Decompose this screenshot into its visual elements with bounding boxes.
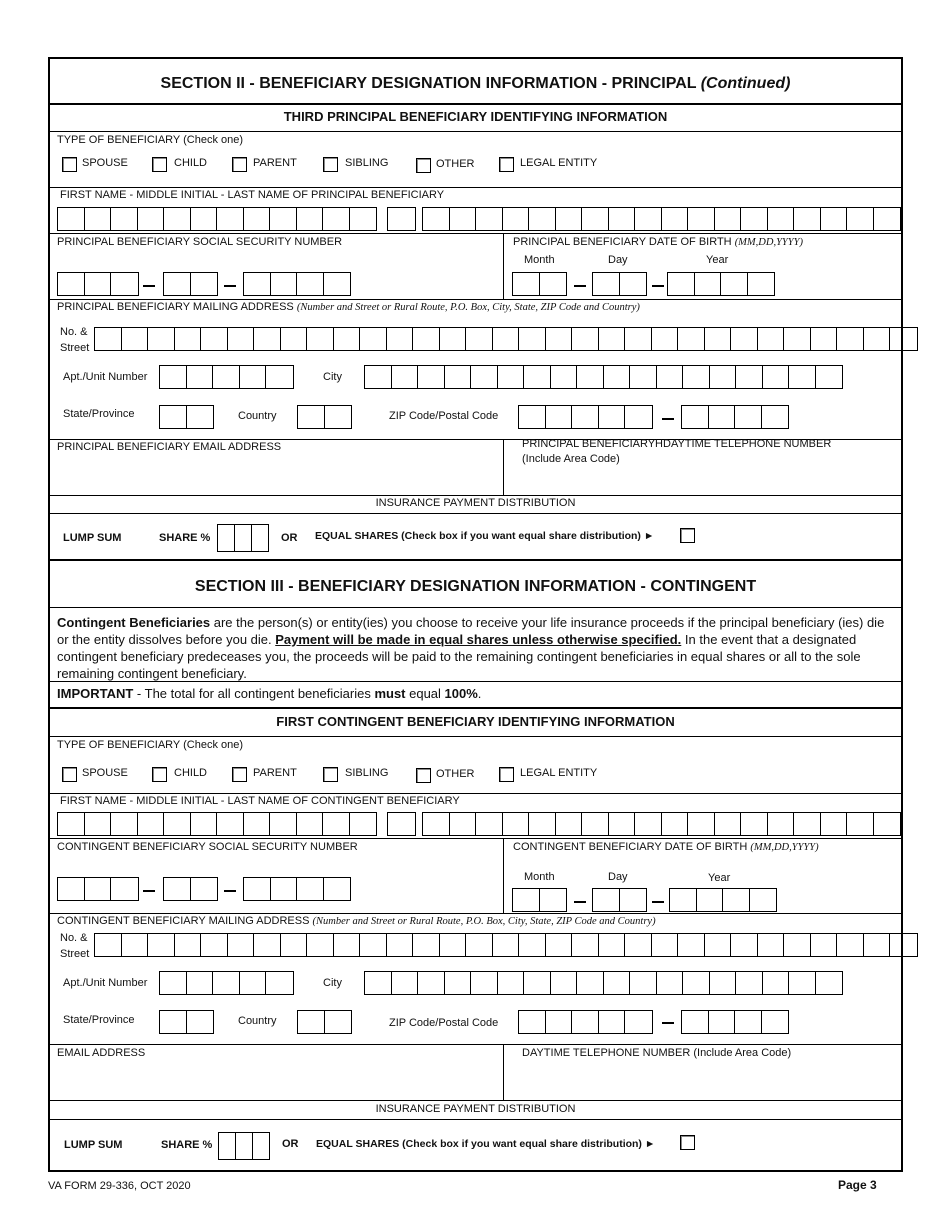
spouse-checkbox[interactable]	[62, 157, 77, 172]
c-child-checkbox[interactable]	[152, 767, 167, 782]
apt-label: Apt./Unit Number	[63, 371, 148, 383]
c-dob-label: CONTINGENT BENEFICIARY DATE OF BIRTH (MM,DD,YYYY)	[513, 841, 819, 853]
c-ssn-label: CONTINGENT BENEFICIARY SOCIAL SECURITY NUMBER	[57, 841, 358, 853]
c-equal-shares-label: EQUAL SHARES (Check box if you want equal share distribution) ►	[316, 1138, 656, 1150]
c-sibling-label: SIBLING	[345, 767, 389, 779]
c-no-label: No. &	[60, 932, 88, 944]
dob-label: PRINCIPAL BENEFICIARY DATE OF BIRTH (MM,DD,YYYY)	[513, 236, 803, 248]
ssn-part2[interactable]	[163, 272, 218, 296]
equal-shares-label: EQUAL SHARES (Check box if you want equal share distribution) ►	[315, 530, 655, 542]
c-state-boxes[interactable]	[159, 1010, 214, 1034]
c-sibling-checkbox[interactable]	[323, 767, 338, 782]
c-share-pct-label: SHARE %	[161, 1139, 213, 1151]
child-label: CHILD	[174, 157, 208, 169]
dob-month-boxes[interactable]	[512, 272, 567, 296]
c-legal-entity-checkbox[interactable]	[499, 767, 514, 782]
c-ssn-part3[interactable]	[243, 877, 351, 901]
share-pct-boxes[interactable]	[217, 524, 269, 552]
c-street-label: Street	[60, 948, 90, 960]
c-middle-initial-box[interactable]	[387, 812, 416, 836]
legal-entity-label: LEGAL ENTITY	[520, 157, 598, 169]
contingent-description: Contingent Beneficiaries are the person(s) or entity(ies) you choose to receive your life insurance proceeds if the principal beneficiary (ies) die or the entity dissolves before you die. Payment will be made in equal shares unless otherwise specified. In the event that a designated contingent beneficiary predeceases you, the proceeds will be paid to the remaining contingent beneficiaries in equal shares or all to the sole remaining contingent beneficiary.	[57, 615, 885, 681]
c-apt-label: Apt./Unit Number	[63, 977, 148, 989]
c-dob-day-boxes[interactable]	[592, 888, 647, 912]
city-label: City	[323, 371, 342, 383]
c-city-label: City	[323, 977, 342, 989]
parent-checkbox[interactable]	[232, 157, 247, 172]
month-label: Month	[524, 254, 555, 266]
ssn-part3[interactable]	[243, 272, 351, 296]
parent-label: PARENT	[253, 157, 297, 169]
c-address-label: CONTINGENT BENEFICIARY MAILING ADDRESS (Number and Street or Rural Route, P.O. Box, City, State, ZIP Code and Country)	[57, 915, 656, 927]
city-boxes[interactable]	[364, 365, 843, 389]
c-email-label: EMAIL ADDRESS	[57, 1047, 146, 1059]
zip-label: ZIP Code/Postal Code	[389, 410, 499, 422]
c-state-label: State/Province	[63, 1014, 135, 1026]
name-label: FIRST NAME - MIDDLE INITIAL - LAST NAME OF PRINCIPAL BENEFICIARY	[60, 189, 445, 201]
form-id: VA FORM 29-336, OCT 2020	[48, 1180, 191, 1192]
country-boxes[interactable]	[297, 405, 352, 429]
c-country-boxes[interactable]	[297, 1010, 352, 1034]
dob-day-boxes[interactable]	[592, 272, 647, 296]
country-label: Country	[238, 410, 277, 422]
phone-hint: (Include Area Code)	[522, 453, 620, 465]
distribution-label: INSURANCE PAYMENT DISTRIBUTION	[375, 497, 576, 509]
c-dob-year-boxes[interactable]	[669, 888, 777, 912]
state-boxes[interactable]	[159, 405, 214, 429]
c-country-label: Country	[238, 1015, 277, 1027]
c-zip-part1[interactable]	[518, 1010, 653, 1034]
form-page	[48, 57, 903, 1172]
email-label: PRINCIPAL BENEFICIARY EMAIL ADDRESS	[57, 441, 282, 453]
last-name-boxes[interactable]	[422, 207, 901, 231]
c-last-name-boxes[interactable]	[422, 812, 901, 836]
c-type-label: TYPE OF BENEFICIARY (Check one)	[57, 739, 244, 751]
c-other-checkbox[interactable]	[416, 768, 431, 783]
c-month-label: Month	[524, 871, 555, 883]
spouse-label: SPOUSE	[82, 157, 128, 169]
sibling-label: SIBLING	[345, 157, 389, 169]
first-contingent-heading: FIRST CONTINGENT BENEFICIARY IDENTIFYING INFORMATION	[276, 714, 675, 729]
c-parent-checkbox[interactable]	[232, 767, 247, 782]
c-phone-label: DAYTIME TELEPHONE NUMBER (Include Area Code)	[522, 1047, 792, 1059]
c-day-label: Day	[608, 871, 628, 883]
c-ssn-part1[interactable]	[57, 877, 139, 901]
important-note: IMPORTANT - The total for all contingent beneficiaries must equal 100%.	[57, 686, 482, 701]
share-pct-label: SHARE %	[159, 532, 211, 544]
c-spouse-checkbox[interactable]	[62, 767, 77, 782]
street-boxes[interactable]	[94, 327, 918, 351]
page-number: Page 3	[838, 1178, 877, 1192]
c-name-label: FIRST NAME - MIDDLE INITIAL - LAST NAME OF CONTINGENT BENEFICIARY	[60, 795, 460, 807]
other-checkbox[interactable]	[416, 158, 431, 173]
zip-part1[interactable]	[518, 405, 653, 429]
day-label: Day	[608, 254, 628, 266]
or-label: OR	[281, 532, 298, 544]
c-apt-boxes[interactable]	[159, 971, 294, 995]
c-year-label: Year	[708, 872, 731, 884]
child-checkbox[interactable]	[152, 157, 167, 172]
dob-year-boxes[interactable]	[667, 272, 775, 296]
c-parent-label: PARENT	[253, 767, 297, 779]
legal-entity-checkbox[interactable]	[499, 157, 514, 172]
lump-sum-label: LUMP SUM	[63, 532, 122, 544]
ssn-part1[interactable]	[57, 272, 139, 296]
c-zip-label: ZIP Code/Postal Code	[389, 1017, 499, 1029]
year-label: Year	[706, 254, 729, 266]
type-label: TYPE OF BENEFICIARY (Check one)	[57, 134, 244, 146]
ssn-label: PRINCIPAL BENEFICIARY SOCIAL SECURITY NUMBER	[57, 236, 343, 248]
zip-part2[interactable]	[681, 405, 789, 429]
apt-boxes[interactable]	[159, 365, 294, 389]
c-or-label: OR	[282, 1138, 299, 1150]
third-principal-heading: THIRD PRINCIPAL BENEFICIARY IDENTIFYING INFORMATION	[283, 109, 668, 124]
c-spouse-label: SPOUSE	[82, 767, 128, 779]
c-other-label: OTHER	[436, 768, 475, 780]
address-label: PRINCIPAL BENEFICIARY MAILING ADDRESS (Number and Street or Rural Route, P.O. Box, City, State, ZIP Code and Country)	[57, 301, 640, 313]
c-first-name-boxes[interactable]	[57, 812, 377, 836]
c-child-label: CHILD	[174, 767, 208, 779]
other-label: OTHER	[436, 158, 475, 170]
equal-shares-checkbox[interactable]	[680, 528, 695, 543]
section-2-title: SECTION II - BENEFICIARY DESIGNATION INFORMATION - PRINCIPAL (Continued)	[160, 75, 791, 92]
c-street-boxes[interactable]	[94, 933, 918, 957]
c-dob-month-boxes[interactable]	[512, 888, 567, 912]
street-label: Street	[60, 342, 90, 354]
state-label: State/Province	[63, 408, 135, 420]
sibling-checkbox[interactable]	[323, 157, 338, 172]
c-zip-part2[interactable]	[681, 1010, 789, 1034]
middle-initial-box[interactable]	[387, 207, 416, 231]
no-label: No. &	[60, 326, 88, 338]
c-lump-sum-label: LUMP SUM	[64, 1139, 123, 1151]
c-share-pct-boxes[interactable]	[218, 1132, 270, 1160]
c-legal-entity-label: LEGAL ENTITY	[520, 767, 598, 779]
c-city-boxes[interactable]	[364, 971, 843, 995]
first-name-boxes[interactable]	[57, 207, 377, 231]
c-distribution-label: INSURANCE PAYMENT DISTRIBUTION	[375, 1103, 576, 1115]
c-equal-shares-checkbox[interactable]	[680, 1135, 695, 1150]
phone-label: PRINCIPAL BENEFICIARYHDAYTIME TELEPHONE NUMBER	[522, 438, 832, 450]
section-3-title: SECTION III - BENEFICIARY DESIGNATION INFORMATION - CONTINGENT	[194, 578, 757, 595]
c-ssn-part2[interactable]	[163, 877, 218, 901]
